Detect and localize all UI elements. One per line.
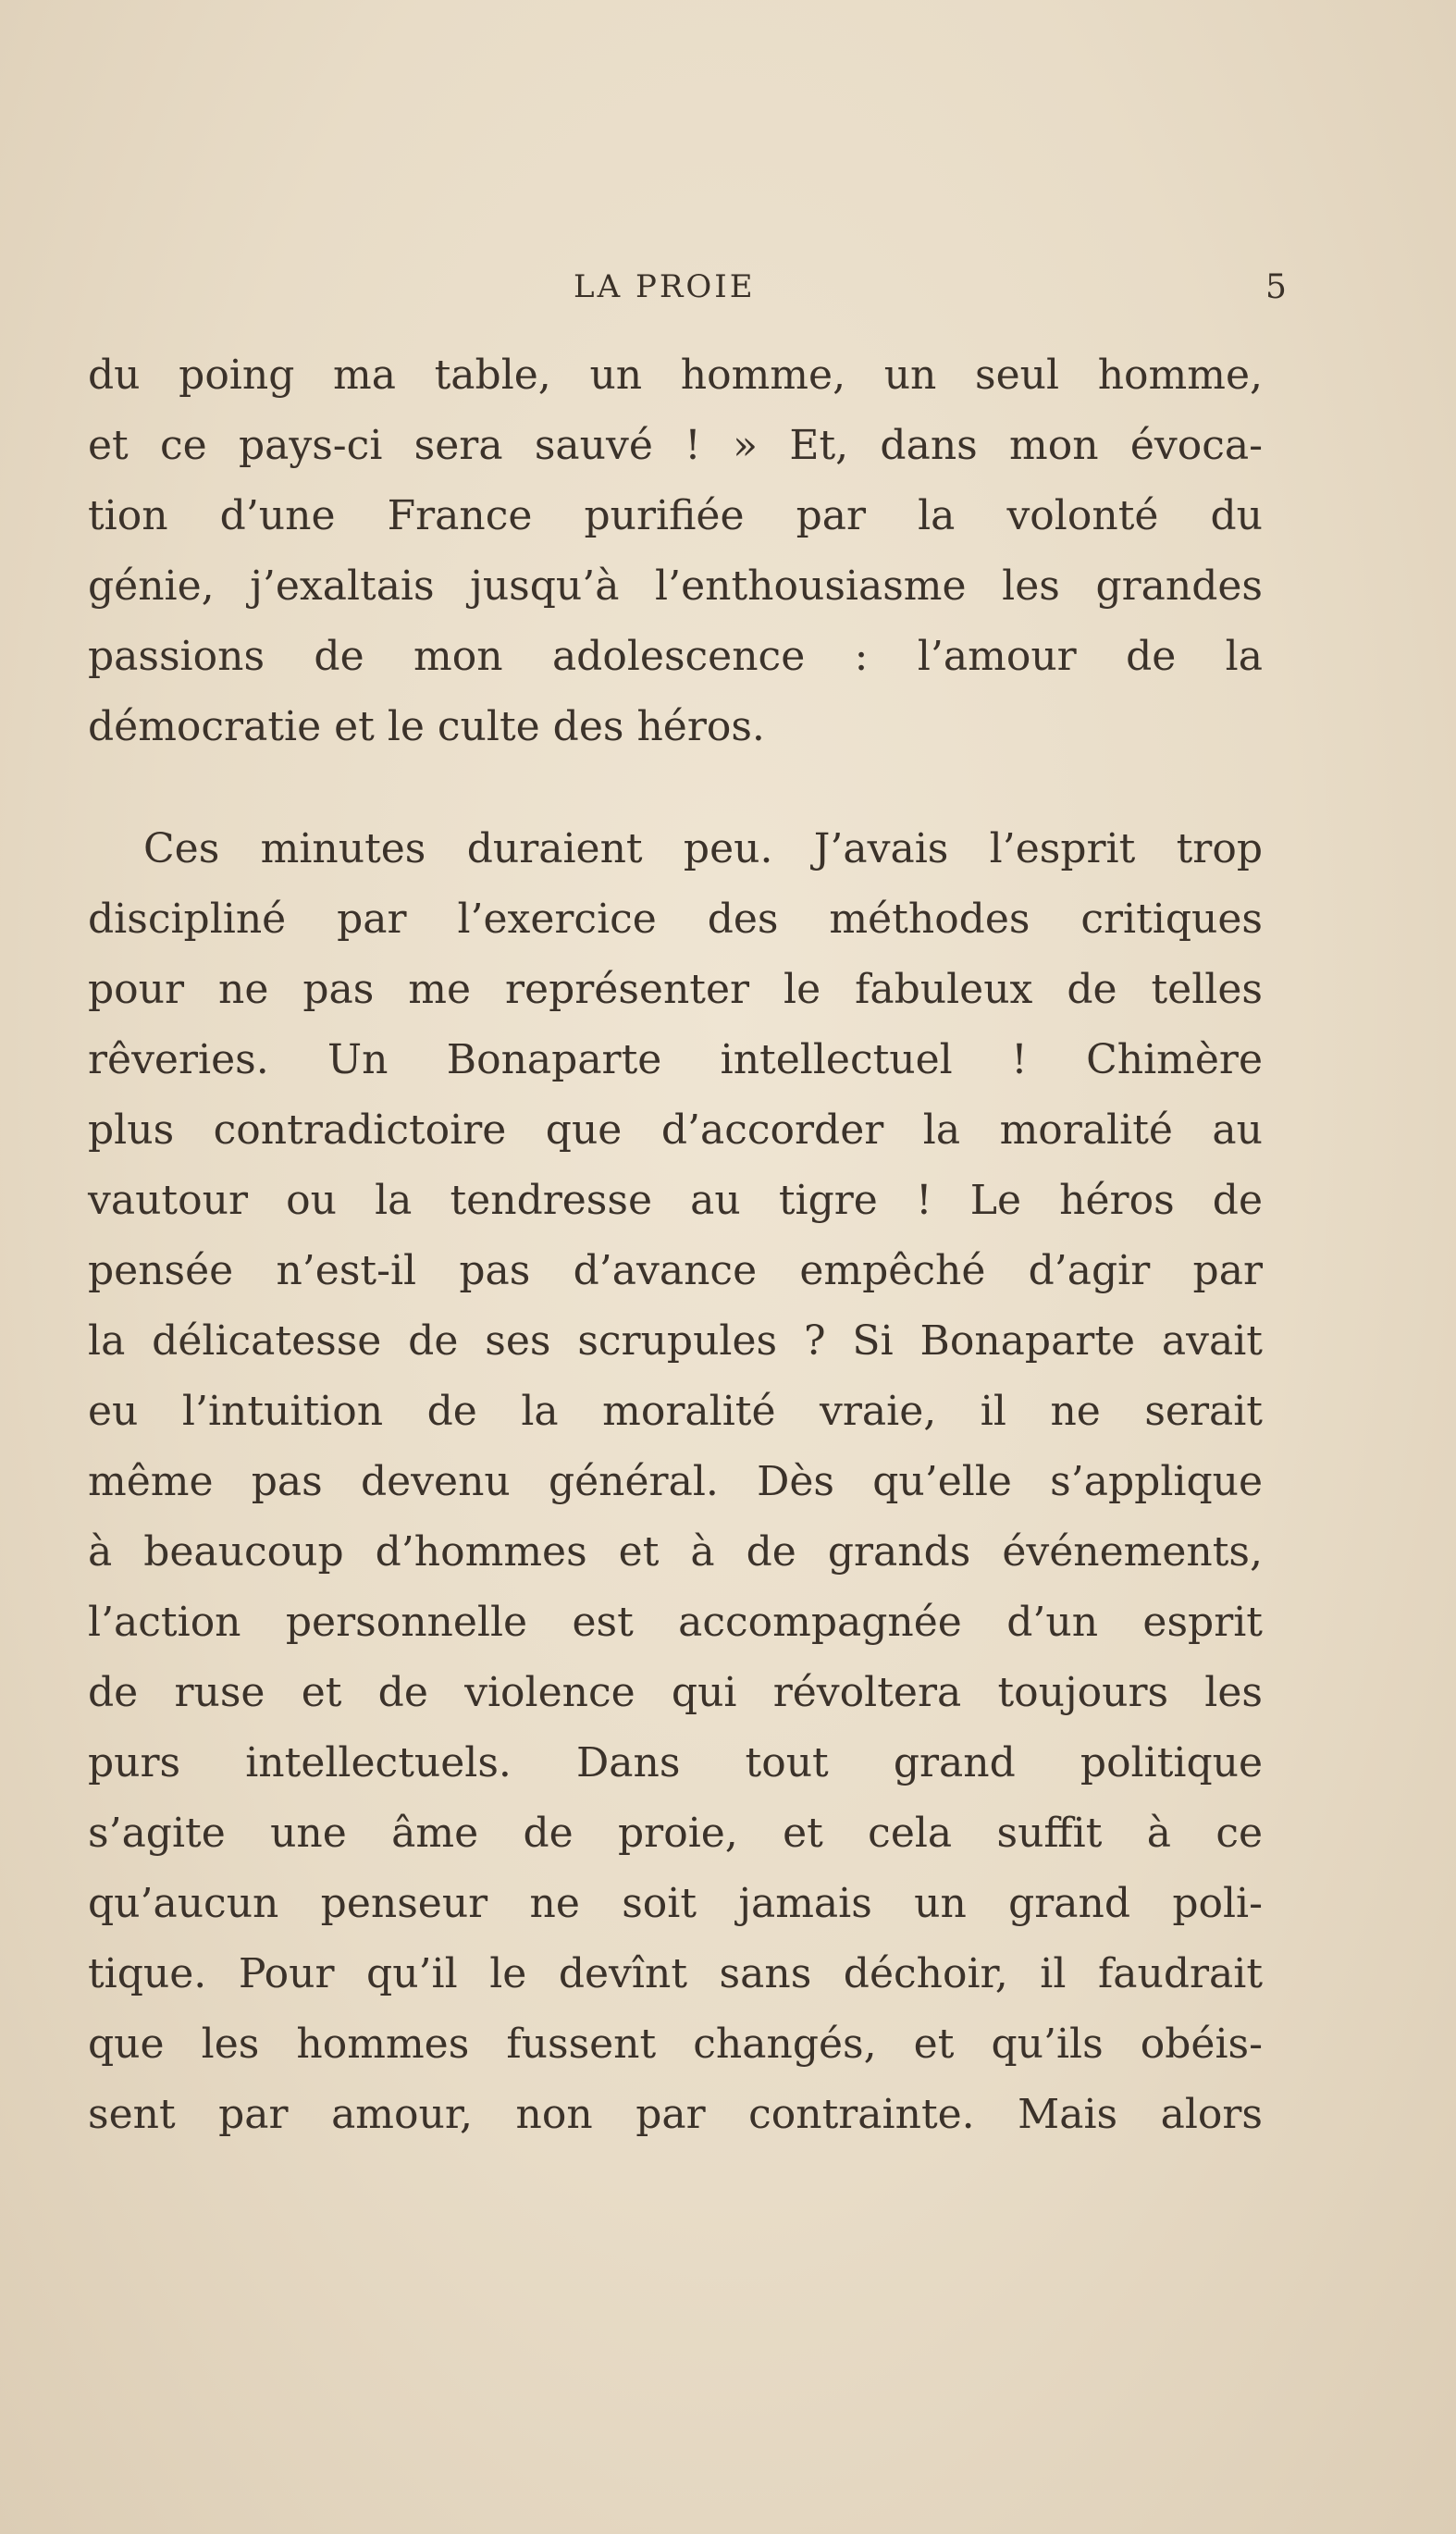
text-line: tion d’une France purifiée par la volonté du xyxy=(88,492,1263,539)
text-line: du poing ma table, un homme, un seul homme, xyxy=(88,352,1263,399)
text-line: qu’aucun penseur ne soit jamais un grand poli- xyxy=(88,1880,1263,1927)
text-line: passions de mon adolescence : l’amour de la xyxy=(88,633,1263,680)
text-line: à beaucoup d’hommes et à de grands événements, xyxy=(88,1528,1263,1576)
text-line: tique. Pour qu’il le devînt sans déchoir, il faudrait xyxy=(88,1950,1263,1997)
running-title: LA PROIE xyxy=(574,268,756,305)
text-line: pour ne pas me représenter le fabuleux de telles xyxy=(88,966,1263,1013)
text-line: même pas devenu général. Dès qu’elle s’applique xyxy=(88,1458,1263,1505)
text-line: que les hommes fussent changés, et qu’ils obéis- xyxy=(88,2021,1263,2068)
text-line: discipliné par l’exercice des méthodes critiques xyxy=(88,896,1263,943)
page-number: 5 xyxy=(1265,268,1287,306)
text-line: s’agite une âme de proie, et cela suffit à ce xyxy=(88,1810,1263,1857)
text-line: pensée n’est-il pas d’avance empêché d’agir par xyxy=(88,1247,1263,1294)
page-header xyxy=(0,268,1456,315)
text-line: Ces minutes duraient peu. J’avais l’esprit trop xyxy=(143,825,1263,872)
text-line: vautour ou la tendresse au tigre ! Le héros de xyxy=(88,1177,1263,1224)
text-line: eu l’intuition de la moralité vraie, il ne serait xyxy=(88,1388,1263,1435)
text-line: génie, j’exaltais jusqu’à l’enthousiasme les grandes xyxy=(88,562,1263,610)
text-line: la délicatesse de ses scrupules ? Si Bonaparte avait xyxy=(88,1317,1263,1365)
paragraph-2 xyxy=(88,814,1263,2150)
text-line: de ruse et de violence qui révoltera toujours les xyxy=(88,1669,1263,1716)
text-line: l’action personnelle est accompagnée d’un esprit xyxy=(88,1599,1263,1646)
text-line: rêveries. Un Bonaparte intellectuel ! Chimère xyxy=(88,1036,1263,1083)
text-line: sent par amour, non par contrainte. Mais alors xyxy=(88,2091,1263,2138)
text-line: démocratie et le culte des héros. xyxy=(88,703,765,750)
text-line: purs intellectuels. Dans tout grand politique xyxy=(88,1739,1263,1786)
paragraph-1 xyxy=(88,340,1263,762)
text-line: plus contradictoire que d’accorder la moralité au xyxy=(88,1106,1263,1154)
text-line: et ce pays-ci sera sauvé ! » Et, dans mon évoca- xyxy=(88,422,1263,469)
